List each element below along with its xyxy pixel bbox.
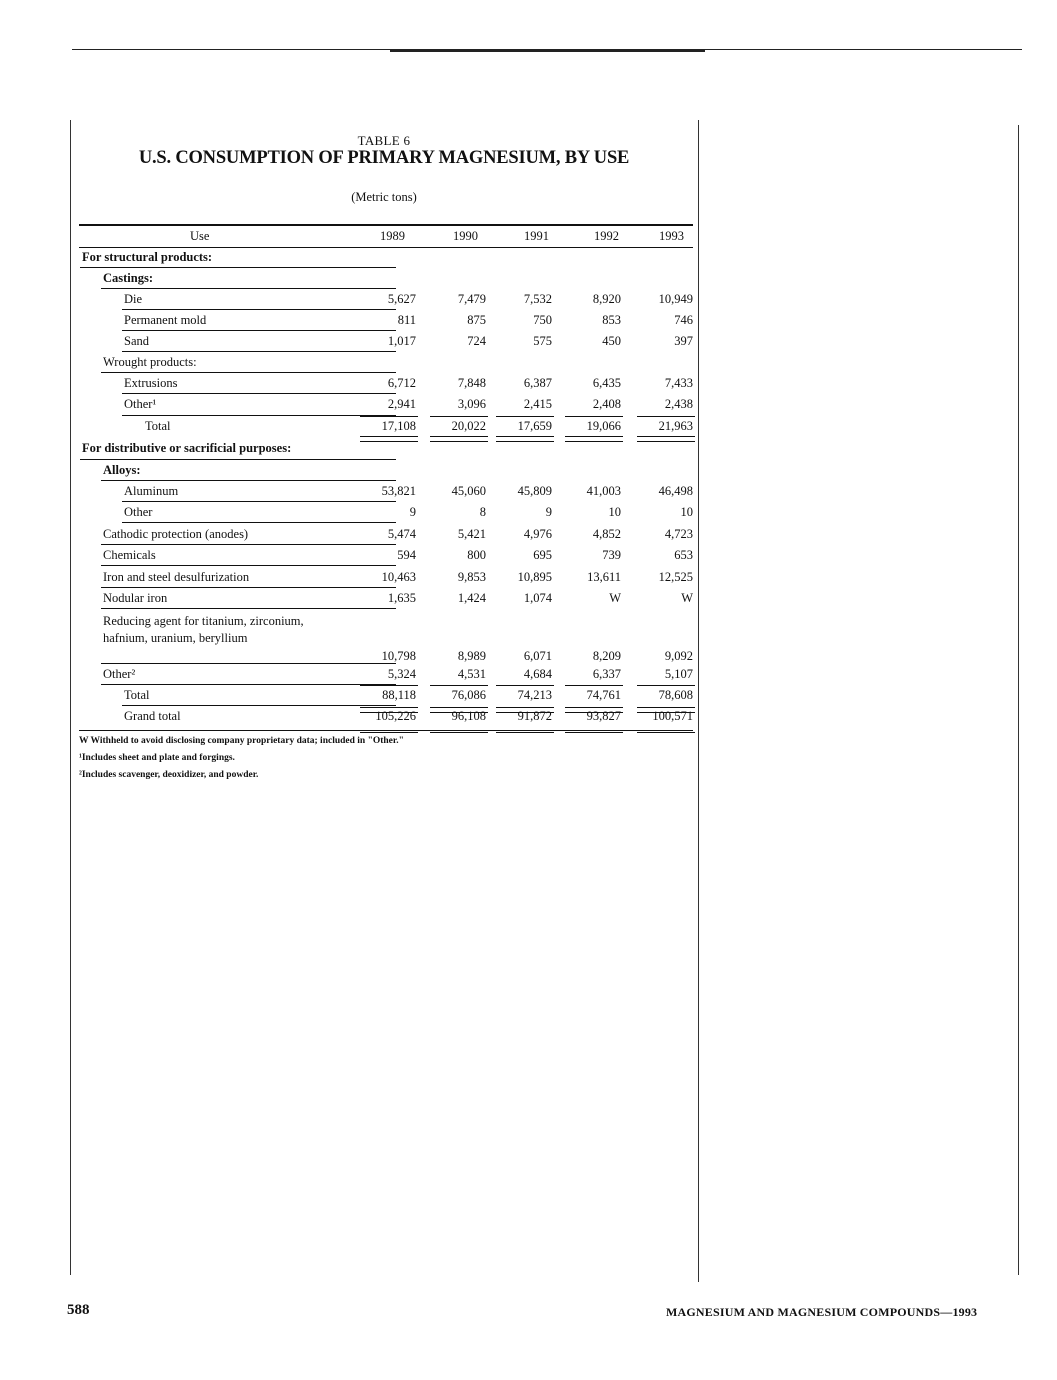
row-value-1992: 41,003	[586, 484, 621, 498]
row-rule	[122, 351, 396, 352]
row-rule	[122, 309, 396, 310]
row-value-1992: W	[609, 591, 621, 605]
row-value-1989: 17,108	[381, 419, 416, 433]
row-label: Castings:	[103, 271, 154, 285]
row-value-1992: 13,611	[587, 570, 621, 584]
row-value-1989: 5,474	[387, 527, 416, 541]
subtotal-rule	[430, 732, 488, 733]
row-value-1993: 78,608	[658, 688, 693, 702]
row-label: Chemicals	[103, 548, 156, 562]
row-rule	[101, 480, 396, 481]
total-double-rule	[430, 707, 488, 713]
row-value-1993: 100,571	[652, 709, 693, 723]
table-label: TABLE 6	[357, 133, 411, 148]
total-double-rule	[637, 436, 695, 442]
row-value-1989: 5,627	[387, 292, 416, 306]
footnote-2: ²Includes scavenger, deoxidizer, and powder.	[79, 770, 259, 780]
row-label: Wrought products:	[103, 355, 197, 369]
row-value-1989: 811	[397, 313, 416, 327]
row-value-1991: 6,387	[523, 376, 552, 390]
subtotal-rule	[565, 685, 623, 686]
row-value-1992: 853	[602, 313, 621, 327]
row-value-1992: 6,435	[592, 376, 621, 390]
row-value-1989: 6,712	[387, 376, 416, 390]
total-double-rule	[430, 436, 488, 442]
row-value-1993: 5,107	[664, 667, 693, 681]
total-double-rule	[565, 436, 623, 442]
row-value-1990: 5,421	[457, 527, 486, 541]
row-value-1991: 1,074	[523, 591, 552, 605]
row-value-1990: 875	[467, 313, 486, 327]
header-year-1990: 1990	[453, 229, 478, 243]
row-value-1991: 74,213	[517, 688, 552, 702]
footnote-1: ¹Includes sheet and plate and forgings.	[79, 753, 235, 763]
row-rule	[80, 267, 396, 268]
subtotal-rule	[637, 416, 695, 417]
row-rule	[101, 288, 396, 289]
row-value-1993: 7,433	[664, 376, 693, 390]
row-value-1990: 96,108	[451, 709, 486, 723]
row-value-1991: 45,809	[517, 484, 552, 498]
subtotal-rule	[430, 416, 488, 417]
table-top-rule	[79, 224, 693, 226]
row-value-1990: 1,424	[457, 591, 486, 605]
row-value-1989: 1,635	[387, 591, 416, 605]
row-value-1989: 88,118	[382, 688, 416, 702]
row-label: Sand	[124, 334, 149, 348]
total-double-rule	[360, 436, 418, 442]
row-value-1993: 653	[674, 548, 693, 562]
row-rule	[122, 522, 396, 523]
subtotal-rule	[496, 416, 554, 417]
row-rule	[101, 372, 396, 373]
row-label: For distributive or sacrificial purposes:	[82, 441, 292, 455]
row-value-1990: 724	[467, 334, 486, 348]
running-title: MAGNESIUM AND MAGNESIUM COMPOUNDS—1993	[666, 1305, 978, 1319]
table-bottom-rule	[79, 730, 693, 731]
row-label: Aluminum	[124, 484, 179, 498]
row-value-1990: 7,479	[457, 292, 486, 306]
row-label: Cathodic protection (anodes)	[103, 527, 249, 541]
row-value-1991: 10,895	[517, 570, 552, 584]
row-value-1991: 6,071	[523, 649, 552, 663]
row-rule	[122, 501, 396, 502]
row-value-1989: 5,324	[387, 667, 416, 681]
row-value-1993: 746	[674, 313, 693, 327]
row-value-1991: 575	[533, 334, 552, 348]
row-value-1991: 91,872	[517, 709, 552, 723]
row-value-1991: 695	[533, 548, 552, 562]
top-rule-accent	[390, 49, 705, 52]
row-value-1991: 9	[545, 505, 552, 519]
row-rule	[101, 544, 396, 545]
subtotal-rule	[637, 732, 695, 733]
row-value-1990: 76,086	[451, 688, 486, 702]
row-value-1992: 6,337	[592, 667, 621, 681]
subtotal-rule	[430, 685, 488, 686]
row-value-1989: 53,821	[381, 484, 416, 498]
row-value-1992: 8,920	[592, 292, 621, 306]
header-use: Use	[190, 229, 210, 243]
total-double-rule	[565, 707, 623, 713]
row-value-1989: 1,017	[387, 334, 416, 348]
row-label: Extrusions	[124, 376, 178, 390]
subtotal-rule	[360, 416, 418, 417]
row-value-1992: 739	[602, 548, 621, 562]
subtotal-rule	[360, 685, 418, 686]
row-value-1992: 4,852	[592, 527, 621, 541]
middle-column-rule	[698, 120, 699, 1282]
row-value-1990: 8,989	[457, 649, 486, 663]
row-rule	[122, 705, 396, 706]
row-rule	[101, 565, 396, 566]
row-value-1992: 93,827	[586, 709, 621, 723]
row-rule	[122, 330, 396, 331]
row-value-1990: 9,853	[457, 570, 486, 584]
row-rule	[101, 608, 396, 609]
header-year-1989: 1989	[380, 229, 405, 243]
row-value-1989: 9	[409, 505, 416, 519]
row-value-1993: 397	[674, 334, 693, 348]
total-double-rule	[637, 707, 695, 713]
header-bottom-rule	[79, 247, 693, 248]
row-rule	[122, 393, 396, 394]
row-value-1990: 4,531	[457, 667, 486, 681]
row-label: Other¹	[124, 397, 157, 411]
subtotal-rule	[496, 685, 554, 686]
row-value-1993: 2,438	[664, 397, 693, 411]
header-year-1991: 1991	[524, 229, 549, 243]
row-value-1989: 10,463	[381, 570, 416, 584]
row-value-1991: 17,659	[517, 419, 552, 433]
row-label: Other²	[103, 667, 136, 681]
row-value-1992: 8,209	[592, 649, 621, 663]
row-value-1992: 19,066	[586, 419, 621, 433]
row-label: Other	[124, 505, 153, 519]
row-value-1993: 21,963	[658, 419, 693, 433]
row-value-1991: 4,976	[523, 527, 552, 541]
row-rule	[80, 459, 396, 460]
row-value-1991: 2,415	[523, 397, 552, 411]
row-rule	[101, 684, 396, 685]
page-number: 588	[67, 1302, 90, 1318]
subtotal-rule	[565, 732, 623, 733]
table-title: U.S. CONSUMPTION OF PRIMARY MAGNESIUM, BY USE	[138, 148, 630, 168]
row-label: Grand total	[124, 709, 181, 723]
row-value-1993: 10	[680, 505, 693, 519]
row-value-1989: 105,226	[375, 709, 416, 723]
row-value-1993: 12,525	[658, 570, 693, 584]
row-value-1990: 8	[479, 505, 486, 519]
row-rule	[101, 663, 396, 664]
row-value-1992: 74,761	[586, 688, 621, 702]
row-label: Reducing agent for titanium, zirconium, hafnium, uranium, beryllium	[103, 614, 304, 645]
row-value-1990: 45,060	[451, 484, 486, 498]
row-value-1990: 7,848	[457, 376, 486, 390]
row-label: Die	[124, 292, 143, 306]
row-value-1993: 46,498	[658, 484, 693, 498]
row-value-1991: 7,532	[523, 292, 552, 306]
row-value-1990: 20,022	[451, 419, 486, 433]
row-rule	[122, 415, 396, 416]
footnotes	[79, 733, 404, 784]
row-label: Alloys:	[103, 463, 141, 477]
row-value-1989: 2,941	[387, 397, 416, 411]
total-double-rule	[496, 436, 554, 442]
subtotal-rule	[565, 416, 623, 417]
row-label: Total	[124, 688, 150, 702]
footnote-w: W Withheld to avoid disclosing company proprietary data; included in "Other."	[79, 736, 404, 746]
row-value-1990: 800	[467, 548, 486, 562]
header-year-1992: 1992	[594, 229, 619, 243]
row-value-1991: 750	[533, 313, 552, 327]
row-rule	[101, 587, 396, 588]
left-column-rule	[70, 120, 71, 1275]
row-value-1992: 10	[608, 505, 621, 519]
right-column-rule	[1018, 125, 1019, 1275]
row-value-1989: 10,798	[381, 649, 416, 663]
row-value-1992: 450	[602, 334, 621, 348]
total-double-rule	[496, 707, 554, 713]
row-label: For structural products:	[82, 250, 213, 264]
row-value-1991: 4,684	[523, 667, 552, 681]
row-value-1992: 2,408	[592, 397, 621, 411]
header-year-1993: 1993	[659, 229, 684, 243]
table-units: (Metric tons)	[351, 190, 417, 204]
total-double-rule	[360, 707, 418, 713]
row-value-1993: 9,092	[664, 649, 693, 663]
row-value-1989: 594	[397, 548, 416, 562]
row-value-1993: W	[681, 591, 693, 605]
row-value-1990: 3,096	[457, 397, 486, 411]
row-value-1993: 10,949	[658, 292, 693, 306]
row-label: Permanent mold	[124, 313, 207, 327]
row-label: Iron and steel desulfurization	[103, 570, 250, 584]
subtotal-rule	[496, 732, 554, 733]
row-value-1993: 4,723	[664, 527, 693, 541]
row-label: Total	[145, 419, 171, 433]
subtotal-rule	[637, 685, 695, 686]
row-label: Nodular iron	[103, 591, 168, 605]
